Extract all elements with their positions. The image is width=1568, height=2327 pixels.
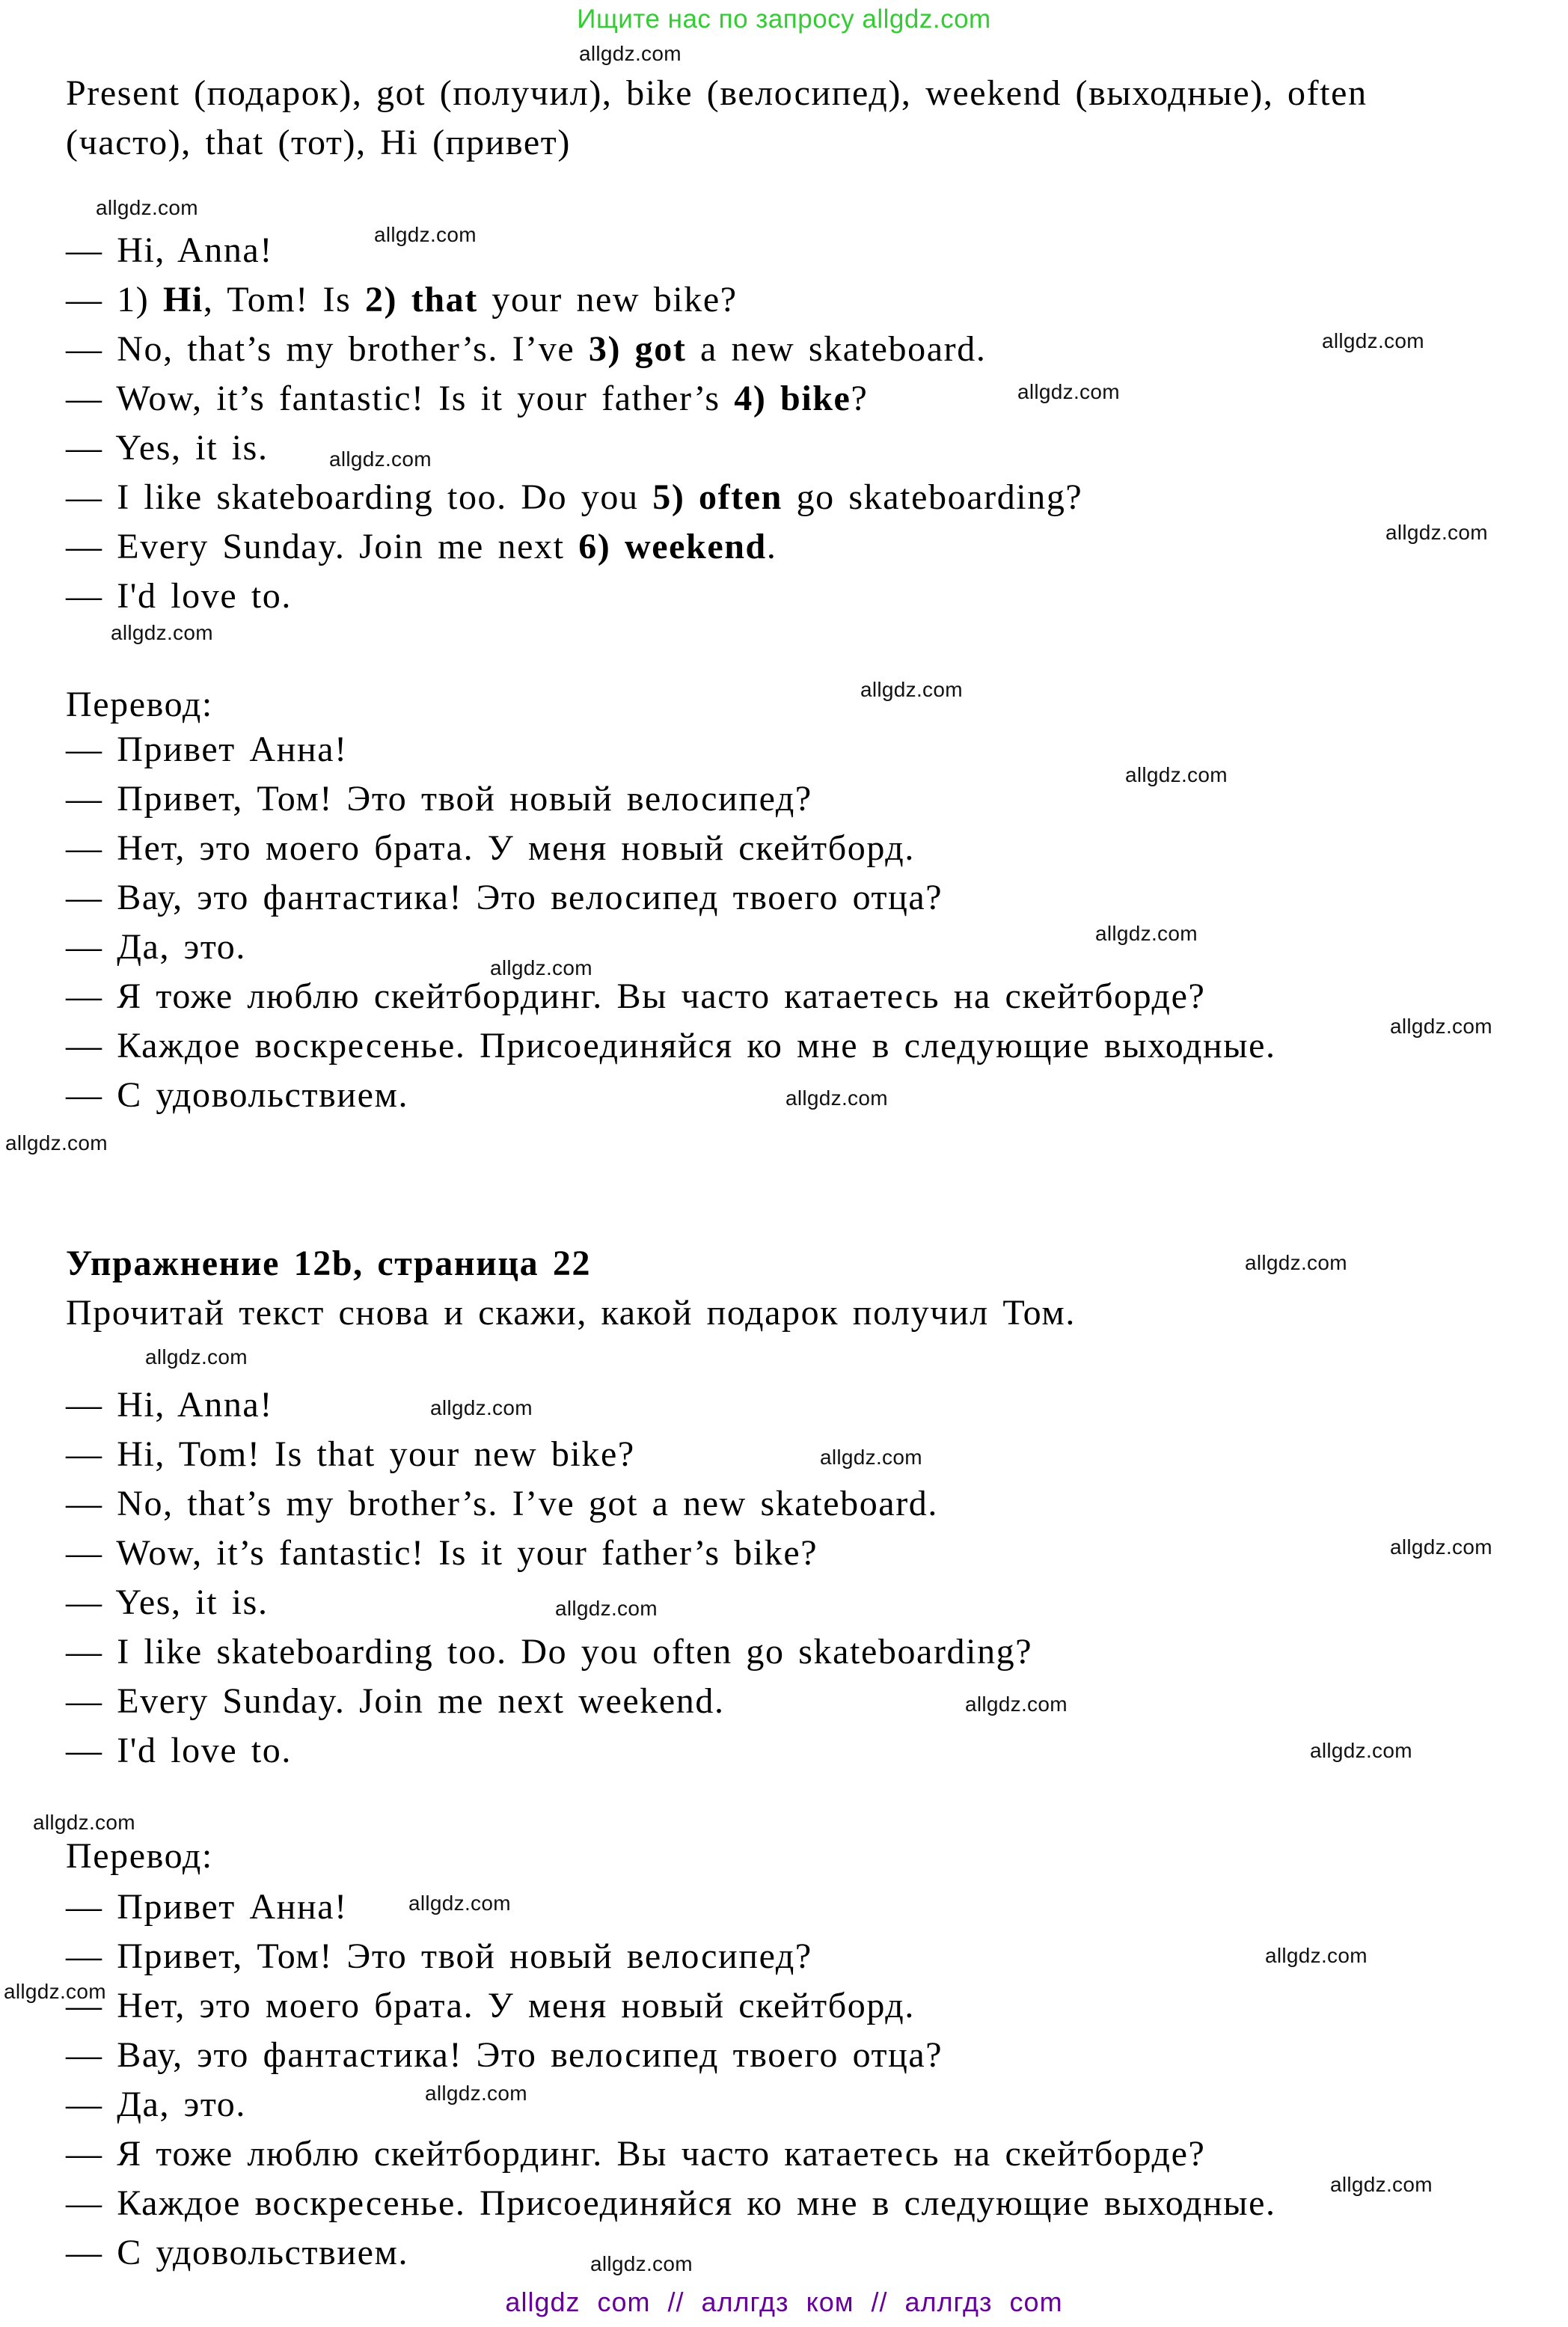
watermark: allgdz.com [820,1446,922,1469]
watermark: allgdz.com [425,2082,527,2105]
translation-line: — С удовольствием. [66,2233,409,2272]
vocab-line: Present (подарок), got (получил), bike (велосипед), weekend (выходные), often [66,73,1368,113]
translation-line: — Да, это. [66,2085,246,2124]
dialogue-line: — Yes, it is. [66,1583,269,1622]
watermark: allgdz.com [579,42,682,65]
watermark: allgdz.com [329,447,432,471]
watermark: allgdz.com [408,1892,511,1915]
dialogue-line: — 1) Hi, Tom! Is 2) that your new bike? [66,280,738,319]
translation-line: — Привет Анна! [66,730,348,769]
dialogue-line: — I like skateboarding too. Do you often go skateboarding? [66,1632,1033,1672]
watermark: allgdz.com [1095,922,1198,945]
translation-line: — Вау, это фантастика! Это велосипед твоего отца? [66,878,943,917]
watermark: allgdz.com [96,196,198,219]
exercise-title: Упражнение 12b, страница 22 [66,1244,592,1283]
watermark: allgdz.com [430,1396,533,1419]
watermark: allgdz.com [111,621,213,644]
watermark: allgdz.com [33,1811,135,1834]
footer-links: allgdz com // аллгдз ком // аллгдз com [505,2287,1063,2317]
translation-line: — Вау, это фантастика! Это велосипед твоего отца? [66,2035,943,2075]
dialogue-line: — Hi, Anna! [66,230,273,270]
watermark: allgdz.com [1245,1251,1347,1274]
dialogue-line: — I'd love to. [66,1731,293,1770]
dialogue-line: — No, that’s my brother’s. I’ve 3) got a new skateboard. [66,329,987,369]
translation-line: — Привет, Том! Это твой новый велосипед? [66,779,812,819]
dialogue-line: — Wow, it’s fantastic! Is it your father’s 4) bike? [66,379,869,418]
dialogue-line: — Every Sunday. Join me next 6) weekend. [66,527,777,566]
translation-line: — Нет, это моего брата. У меня новый скейтборд. [66,828,915,868]
watermark: allgdz.com [1310,1739,1412,1762]
vocab-line: (часто), that (тот), Hi (привет) [66,123,571,162]
watermark: allgdz.com [1390,1535,1492,1559]
watermark: allgdz.com [4,1980,106,2003]
watermark: allgdz.com [1265,1944,1368,1967]
watermark: allgdz.com [145,1345,248,1369]
watermark: allgdz.com [555,1597,658,1620]
exercise-instruction: Прочитай текст снова и скажи, какой подарок получил Том. [66,1293,1076,1333]
dialogue-line: — Every Sunday. Join me next weekend. [66,1681,725,1721]
translation-line: — С удовольствием. [66,1075,409,1115]
translation-label: Перевод: [66,685,213,724]
dialogue-line: — Wow, it’s fantastic! Is it your father’s bike? [66,1533,818,1573]
translation-line: — Нет, это моего брата. У меня новый скейтборд. [66,1986,915,2025]
watermark: allgdz.com [1322,329,1424,352]
watermark: allgdz.com [785,1086,888,1110]
watermark: allgdz.com [965,1692,1068,1716]
watermark: allgdz.com [590,2252,693,2275]
dialogue-line: — I'd love to. [66,576,293,616]
translation-line: — Каждое воскресенье. Присоединяйся ко мне в следующие выходные. [66,2183,1276,2223]
watermark: allgdz.com [490,956,592,979]
watermark: allgdz.com [860,678,963,701]
dialogue-line: — I like skateboarding too. Do you 5) often go skateboarding? [66,477,1083,517]
translation-line: — Привет, Том! Это твой новый велосипед? [66,1936,812,1976]
watermark: allgdz.com [374,223,477,246]
translation-line: — Каждое воскресенье. Присоединяйся ко мне в следующие выходные. [66,1026,1276,1065]
watermark: allgdz.com [5,1131,108,1155]
watermark: allgdz.com [1017,380,1120,403]
dialogue-line: — Hi, Tom! Is that your new bike? [66,1434,635,1474]
translation-line: — Я тоже люблю скейтбординг. Вы часто катаетесь на скейтборде? [66,2134,1206,2174]
translation-label: Перевод: [66,1836,213,1876]
watermark: allgdz.com [1125,763,1228,786]
watermark: allgdz.com [1385,521,1488,544]
dialogue-line: — No, that’s my brother’s. I’ve got a new skateboard. [66,1484,938,1523]
watermark: allgdz.com [1390,1015,1492,1038]
promo-banner: Ищите нас по запросу allgdz.com [577,4,991,34]
translation-line: — Я тоже люблю скейтбординг. Вы часто катаетесь на скейтборде? [66,976,1206,1016]
translation-line: — Да, это. [66,927,246,967]
watermark: allgdz.com [1330,2173,1433,2196]
dialogue-line: — Yes, it is. [66,428,269,468]
translation-line: — Привет Анна! [66,1887,348,1927]
dialogue-line: — Hi, Anna! [66,1385,273,1425]
